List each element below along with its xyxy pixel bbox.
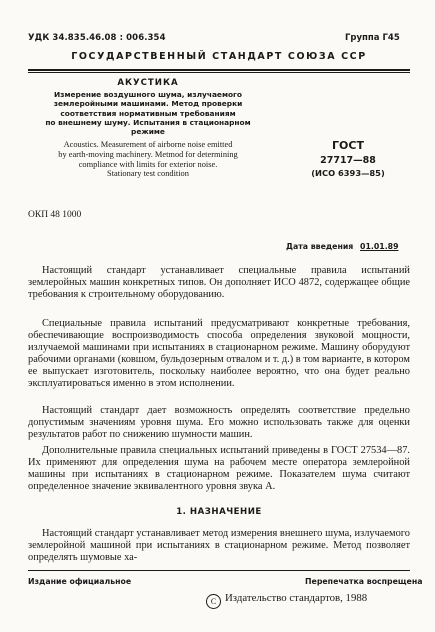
body-paragraph: Настоящий стандарт дает возможность определять соответствие предельно допустимым значениям уровня шума. Его можно использовать также для оценки результатов работ по снижению шумности машин. — [28, 405, 410, 440]
effective-date — [286, 242, 399, 251]
copyright-text: Издательство стандартов, 1988 — [225, 592, 368, 604]
body-paragraph: Настоящий стандарт устанавливает специальные правила испытаний землеройных машин конкретных типов. Он дополняет ИСО 4872, содержащее общие требования к строительному оборудованию. — [28, 265, 410, 300]
title-block — [28, 78, 268, 179]
iso-reference: (ИСО 6393—85) — [311, 168, 385, 178]
effective-date-label: Дата введения — [286, 242, 354, 251]
section-heading: 1. НАЗНАЧЕНИЕ — [176, 507, 262, 517]
body-paragraph: Дополнительные правила специальных испытаний приведены в ГОСТ 27534—87. Их применяют для определения шума на рабочем месте оператора землеройной машины при испытаниях в стационарном режиме. Показателем шума считают определенное значение эквивалентного уровня звука А. — [28, 445, 410, 492]
title-english: Acoustics. Measurement of airborne noise emitted by earth-moving machinery. Metmod for determining compliance with limits for exterior noise. Stationary test condition — [58, 140, 238, 179]
effective-date-value: 01.01.89 — [360, 242, 399, 251]
gost-block — [298, 139, 398, 178]
gost-label: ГОСТ — [332, 139, 364, 152]
copyright-icon: C — [206, 594, 221, 609]
title-russian: Измерение воздушного шума, излучаемого землеройными машинами. Метод проверки соответствия нормативным требованиям по внешнему шуму. Испытания в стационарном режиме — [45, 90, 251, 137]
header-rule-thick — [28, 69, 410, 71]
title-main: АКУСТИКА — [117, 78, 179, 88]
okp-code: ОКП 48 1000 — [28, 210, 82, 220]
group-code: Группа Г45 — [345, 33, 400, 43]
body-paragraph: Специальные правила испытаний предусматривают конкретные требования, обеспечивающие воспроизводимость способа определения звуковой мощности, излучаемой машинами при испытаниях в стационарном режиме. Машину оборудуют рабочими органами (ковшом, бульдозерным отвалом и т. д.) в том варианте, в котором ее выпускает изготовитель, поскольку наиболее вероятно, что она будет реально эксплуатироваться именно в этом исполнении. — [28, 318, 410, 389]
udk-code: УДК 34.835.46.08 : 006.354 — [28, 33, 166, 43]
official-edition-label: Издание официальное — [28, 577, 132, 586]
reprint-prohibited-label: Перепечатка воспрещена — [305, 577, 423, 586]
footer-rule — [28, 570, 410, 571]
gost-number: 27717—88 — [320, 155, 376, 166]
standard-banner: ГОСУДАРСТВЕННЫЙ СТАНДАРТ СОЮЗА ССР — [71, 51, 367, 62]
copyright-line — [206, 592, 367, 609]
header-rule-thin — [28, 72, 410, 73]
section-paragraph: Настоящий стандарт устанавливает метод измерения внешнего шума, излучаемого землеройной машиной при испытаниях в стационарном режиме. Метод позволяет определять шумовые ха- — [28, 528, 410, 563]
